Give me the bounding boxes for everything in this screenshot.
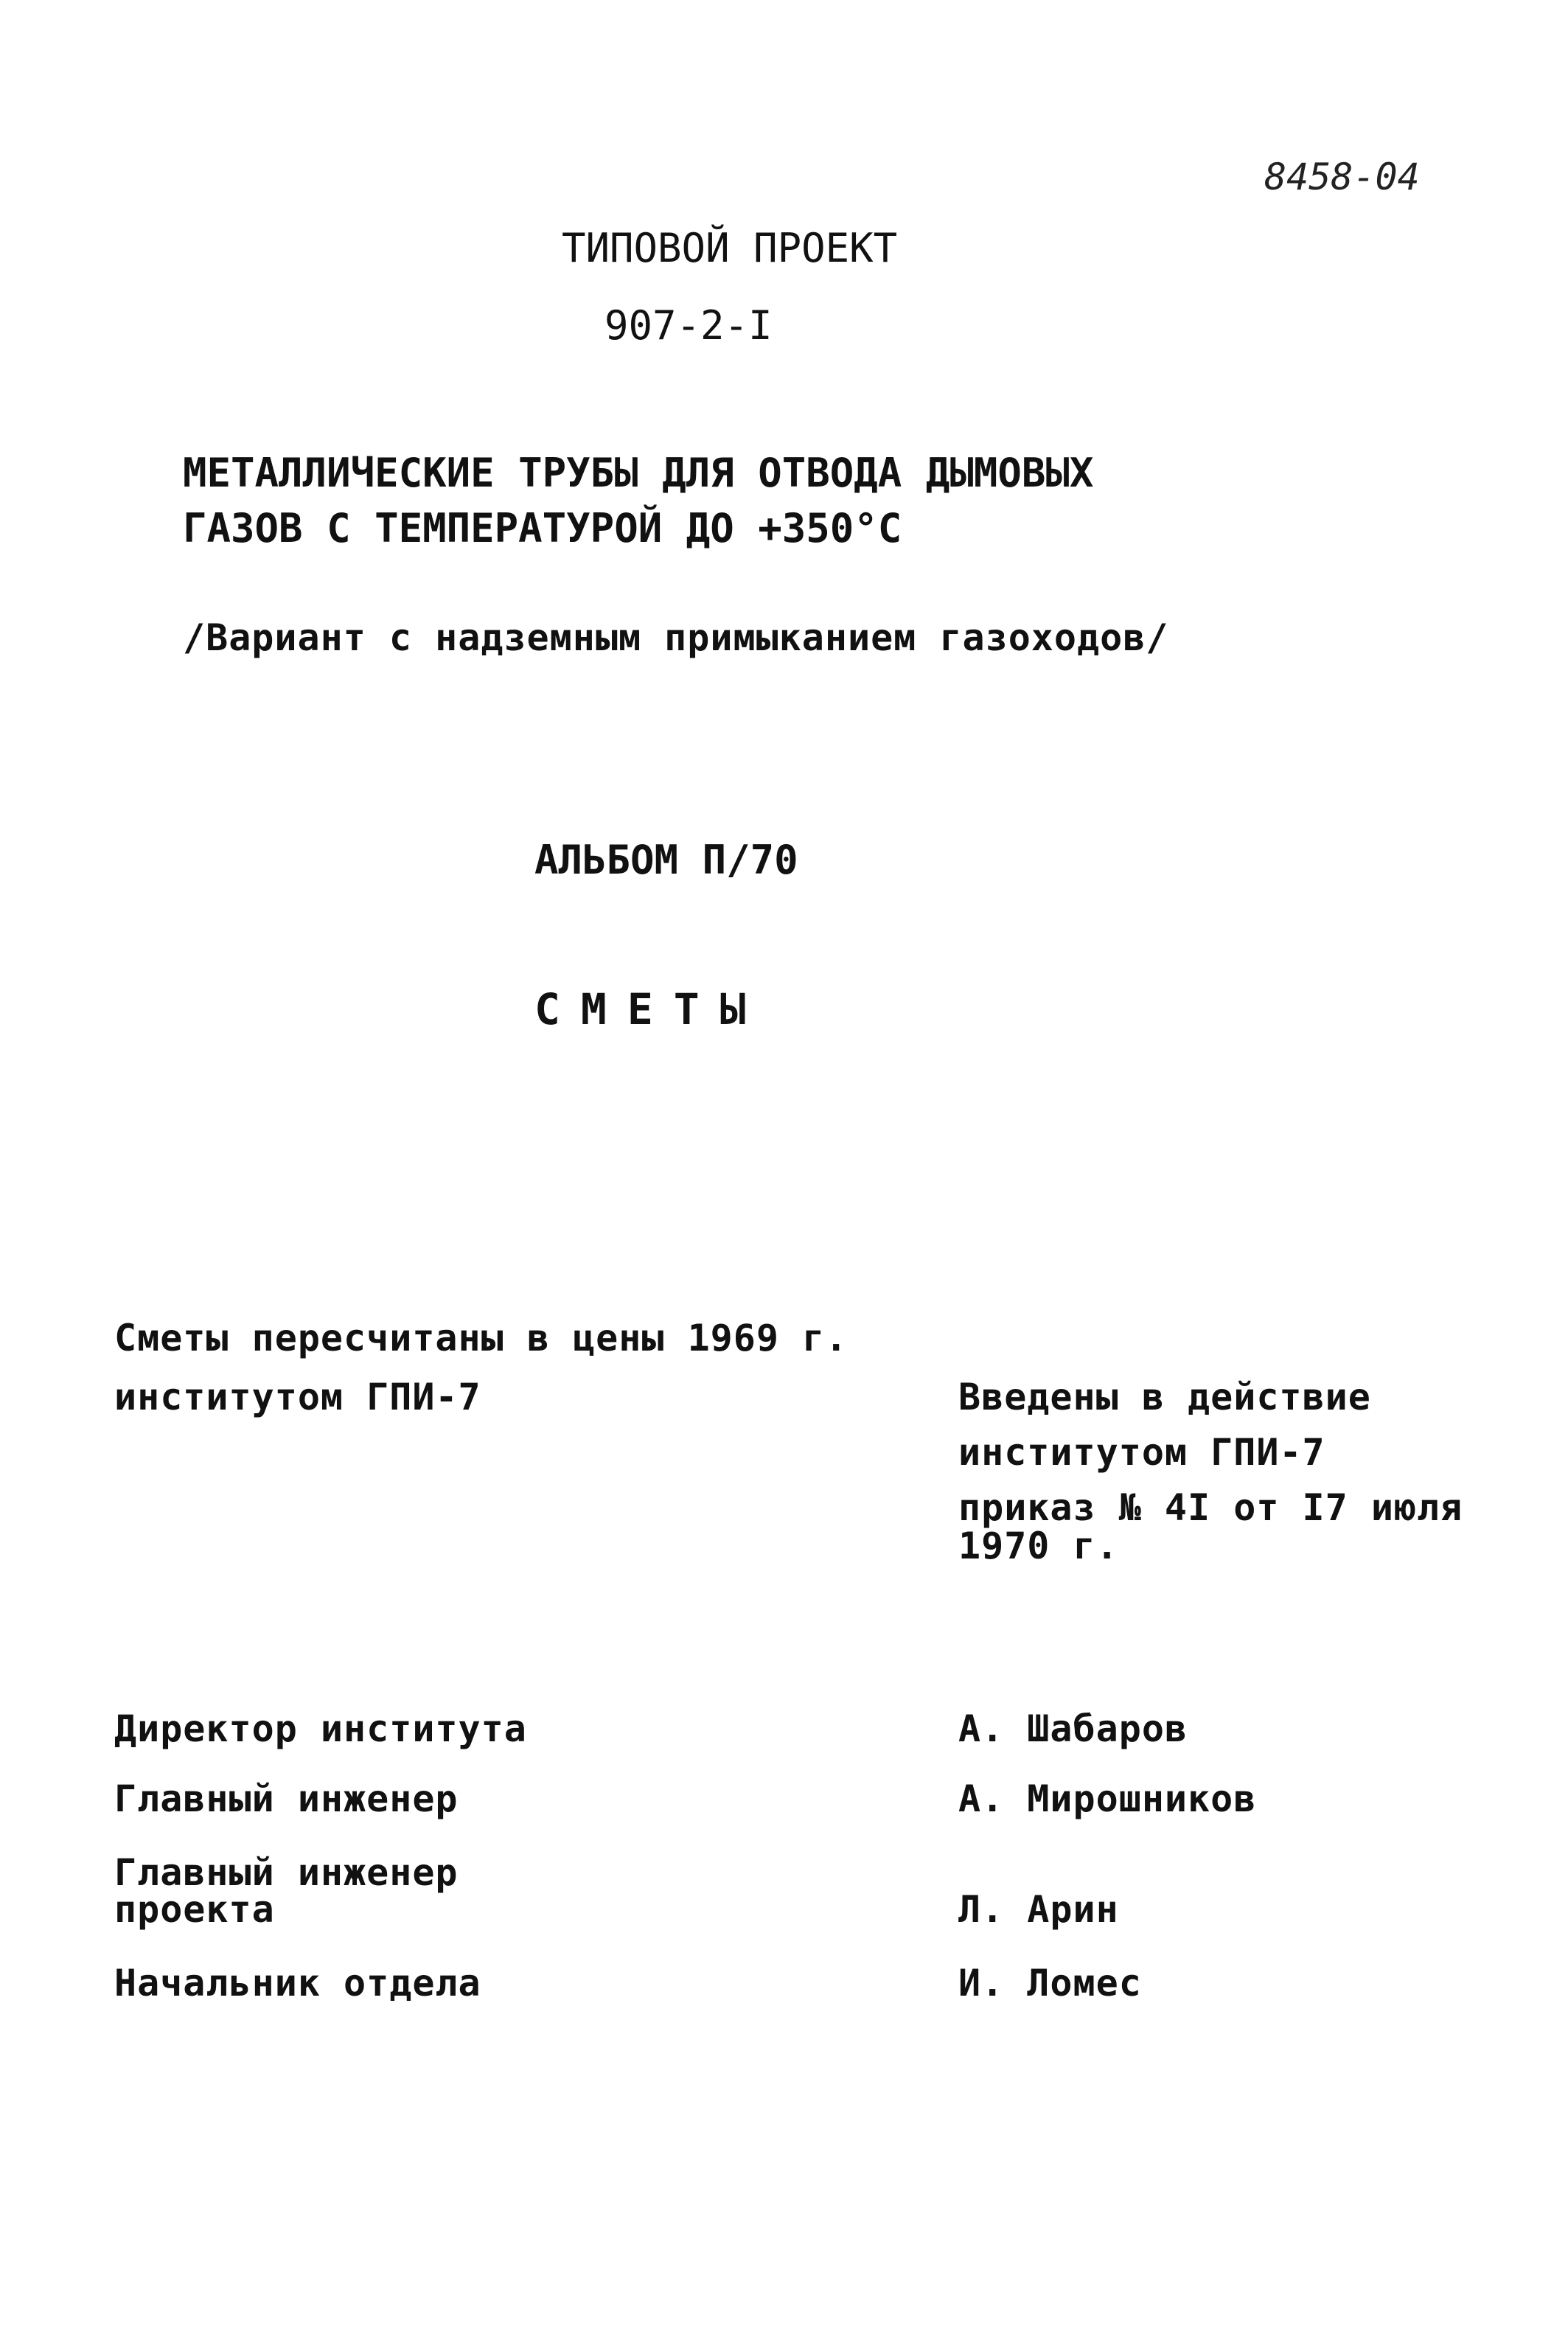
recalc-line-2: институтом ГПИ-7	[114, 1376, 481, 1418]
signature-name-department-head: И. Ломес	[958, 1962, 1142, 2005]
project-number: 907-2-I	[604, 302, 773, 349]
signature-name-project-engineer: Л. Арин	[958, 1888, 1119, 1931]
title-line-1: МЕТАЛЛИЧЕСКИЕ ТРУБЫ ДЛЯ ОТВОДА ДЫМОВЫХ	[183, 450, 1094, 496]
enacted-line-4: 1970 г.	[958, 1525, 1119, 1567]
project-type-label: ТИПОВОЙ ПРОЕКТ	[562, 225, 898, 271]
signature-role-project-engineer-line2: проекта	[114, 1888, 275, 1931]
enacted-line-1: Введены в действие	[958, 1376, 1371, 1418]
signature-role-director: Директор института	[114, 1707, 527, 1750]
signature-name-chief-engineer: А. Мирошников	[958, 1777, 1257, 1820]
enacted-line-3: приказ № 4I от I7 июля	[958, 1486, 1463, 1529]
signature-role-department-head: Начальник отдела	[114, 1962, 481, 2005]
section-title: СМЕТЫ	[534, 984, 767, 1034]
document-code: 8458-04	[1264, 156, 1420, 198]
recalc-line-1: Сметы пересчитаны в цены 1969 г.	[114, 1317, 849, 1359]
enacted-line-2: институтом ГПИ-7	[958, 1431, 1325, 1474]
signature-role-chief-engineer: Главный инженер	[114, 1777, 459, 1820]
signature-role-project-engineer-line1: Главный инженер	[114, 1851, 459, 1894]
signature-name-director: А. Шабаров	[958, 1707, 1188, 1750]
title-line-2: ГАЗОВ С ТЕМПЕРАТУРОЙ ДО +350°С	[183, 505, 902, 551]
variant-note: /Вариант с надземным примыканием газоходов/	[183, 616, 1169, 659]
album-label: АЛЬБОМ П/70	[534, 837, 798, 883]
